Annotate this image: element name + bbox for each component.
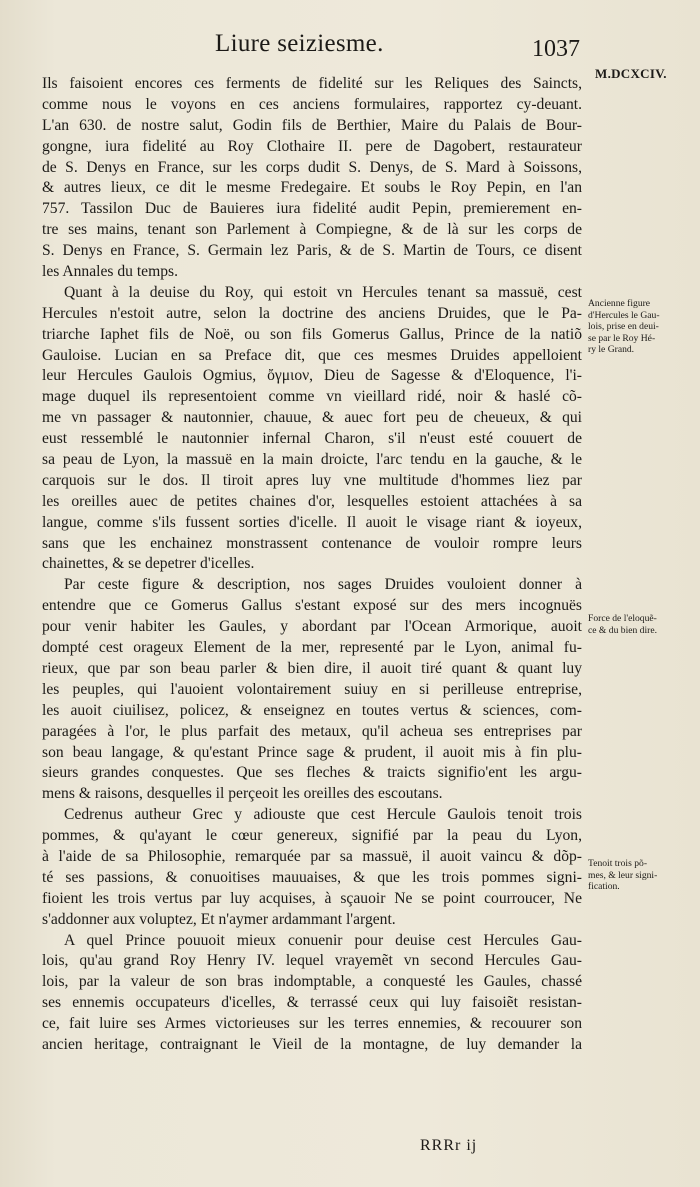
text-line: à l'aide de sa Philosophie, remarquée par sa massuë, il auoit vaincu & dõp- bbox=[42, 847, 582, 865]
margin-note-line: mes, & leur signi- bbox=[588, 869, 658, 881]
text-line: Ils faisoient encores ces ferments de fidelité sur les Reliques des Saincts, bbox=[42, 75, 582, 92]
page-number: 1037 bbox=[532, 36, 580, 62]
text-line: leur Hercules Gaulois Ogmius, ὄγμιον, Dieu de Sagesse & d'Eloquence, l'i- bbox=[42, 367, 582, 385]
text-line: chainettes, & se depetrer d'icelles. bbox=[42, 555, 255, 573]
text-line: s'addonner aux voluptez, Et n'aymer ardammant l'argent. bbox=[42, 910, 396, 928]
text-line: L'an 630. de nostre salut, Godin fils de Berthier, Maire du Palais de Bour- bbox=[42, 116, 582, 134]
text-line: gongne, iura fidelité au Roy Clothaire II. pere de Dagobert, restaurateur bbox=[42, 137, 582, 155]
margin-note-pommes bbox=[588, 858, 688, 893]
text-line: ancien heritage, contraignant le Vieil de la montagne, de luy demander la bbox=[42, 1035, 582, 1053]
signature-mark: RRRr ij bbox=[420, 1137, 478, 1154]
year-mark: M.DCXCIV. bbox=[595, 66, 667, 81]
text-line: sieurs grandes conquestes. Que ses fleches & traicts signifio'ent les argu- bbox=[42, 764, 582, 782]
text-line: les peuples, qui l'auoient volontairement suiuy en si perilleuse entreprise, bbox=[42, 680, 582, 698]
text-line: rieux, que par son beau parler & bien dire, il auoit tiré quant & quant luy bbox=[42, 659, 582, 677]
margin-note-line: se par le Roy Hé- bbox=[588, 332, 656, 344]
text-line: Cedrenus autheur Grec y adiouste que cest Hercule Gaulois tenoit trois bbox=[64, 806, 582, 824]
margin-note-hercules bbox=[588, 298, 688, 356]
text-line: mens & raisons, desquelles il perçeoit les oreilles des escoutans. bbox=[42, 785, 443, 803]
text-line: ses ennemis occupateurs d'icelles, & terrassé ceux qui luy faisoiẽt resistan- bbox=[42, 994, 582, 1012]
text-line: sa peau de Lyon, la massuë en la main droicte, l'arc tendu en la gauche, & le bbox=[42, 451, 582, 469]
text-line: Hercules n'estoit autre, selon la doctrine des anciens Druides, que le Pa- bbox=[42, 304, 582, 322]
text-line: tre ses mains, tenant son Parlement à Compiegne, & de là sur les corps de bbox=[42, 221, 582, 239]
text-line: lois, qu'au grand Roy Henry IV. lequel vrayemẽt vn second Hercules Gau- bbox=[42, 952, 582, 970]
text-line: comme nous le voyons en ces anciens formulaires, rapportez cy-deuant. bbox=[42, 95, 582, 113]
margin-note-eloquence bbox=[588, 613, 688, 636]
text-line: S. Denys en France, S. Germain lez Paris, & de S. Martin de Tours, ce disent bbox=[42, 242, 582, 260]
text-line: Par ceste figure & description, nos sages Druides vouloient donner à bbox=[64, 576, 582, 594]
margin-note-line: ry le Grand. bbox=[588, 344, 635, 355]
text-line: mage duquel ils representoient comme vn vieillard ridé, noir & haslé cõ- bbox=[42, 388, 582, 406]
margin-note-line: d'Hercules le Gau- bbox=[588, 309, 660, 321]
margin-note-line: Ancienne figure bbox=[588, 298, 651, 309]
text-line: pour venir habiter les Gaules, y abordant par l'Ocean Armorique, auoit bbox=[42, 618, 582, 636]
text-line: de S. Denys en France, sur les corps dudit S. Denys, de S. Mard à Soissons, bbox=[42, 158, 582, 176]
margin-note-line: Force de l'eloquẽ- bbox=[588, 613, 657, 624]
running-head: Liure seiziesme. bbox=[215, 30, 384, 57]
text-line: pommes, & qu'ayant le cœur genereux, signifié par la peau du Lyon, bbox=[42, 827, 582, 845]
text-line: A quel Prince pouuoit mieux conuenir pour deuise cest Hercules Gau- bbox=[64, 931, 582, 949]
text-line: dompté cest orageux Element de la mer, representé par le Lyon, animal fu- bbox=[42, 639, 582, 657]
text-line: paragées à l'or, le plus parfait des metaux, qu'il acheua ses entreprises par bbox=[42, 722, 582, 740]
text-line: langue, comme s'ils fussent sorties d'icelle. Il auoit le visage riant & ioyeux, bbox=[42, 513, 582, 531]
text-line: les oreilles auec de petites chaines d'or, lesquelles estoient attachées à sa bbox=[42, 492, 582, 510]
text-line: me vn passager & nautonnier, chauue, & auec fort peu de cheueux, & qui bbox=[42, 409, 582, 427]
text-line: Gauloise. Lucian en sa Preface dit, que ces mesmes Druides appelloient bbox=[42, 346, 582, 364]
text-line: Quant à la deuise du Roy, qui estoit vn Hercules tenant sa massuë, cest bbox=[64, 283, 582, 301]
margin-note-line: fication. bbox=[588, 881, 620, 892]
body-text bbox=[42, 74, 582, 1056]
text-line: les auoit ciuilisez, policez, & enseignez en toutes vertus & sciences, com- bbox=[42, 701, 582, 719]
margin-note-line: ce & du bien dire. bbox=[588, 624, 657, 636]
text-line: eust ressemblé le nautonnier infernal Charon, s'il n'eust esté couuert de bbox=[42, 430, 582, 448]
margin-note-line: Tenoit trois põ- bbox=[588, 858, 648, 869]
text-line: fioient les trois vertus par luy acquises, à sçauoir Ne se point courroucer, Ne bbox=[42, 889, 582, 907]
text-line: lois, par la valeur de son bras indomptable, a conquesté les Gaules, chassé bbox=[42, 973, 582, 991]
margin-note-line: lois, prise en deui- bbox=[588, 321, 659, 332]
text-line: triarche Iaphet fils de Noë, ou son fils Gomerus Gallus, Prince de la natiõ bbox=[42, 325, 582, 343]
text-line: entendre que ce Gomerus Gallus s'estant exposé sur des mers incognuës bbox=[42, 597, 582, 615]
text-line: carquois sur le dos. Il tiroit apres luy vne multitude d'hommes liez par bbox=[42, 471, 582, 489]
text-line: & autres lieux, ce dit le mesme Fredegaire. Et soubs le Roy Pepin, en l'an bbox=[42, 179, 582, 197]
text-line: 757. Tassilon Duc de Bauieres iura fidelité audit Pepin, premierement en- bbox=[42, 200, 582, 218]
text-line: té ses passions, & conuoitises mauuaises, & que les trois pommes signi- bbox=[42, 868, 582, 886]
text-line: sans que les enchainez monstrassent contenance de vouloir rompre leurs bbox=[42, 534, 582, 552]
text-line: son beau langage, & qu'estant Prince sage & prudent, il auoit mis à fin plu- bbox=[42, 743, 582, 761]
text-line: les Annales du temps. bbox=[42, 263, 178, 281]
text-line: ce, fait luire ses Armes victorieuses sur les terres ennemies, & recouurer son bbox=[42, 1015, 582, 1033]
